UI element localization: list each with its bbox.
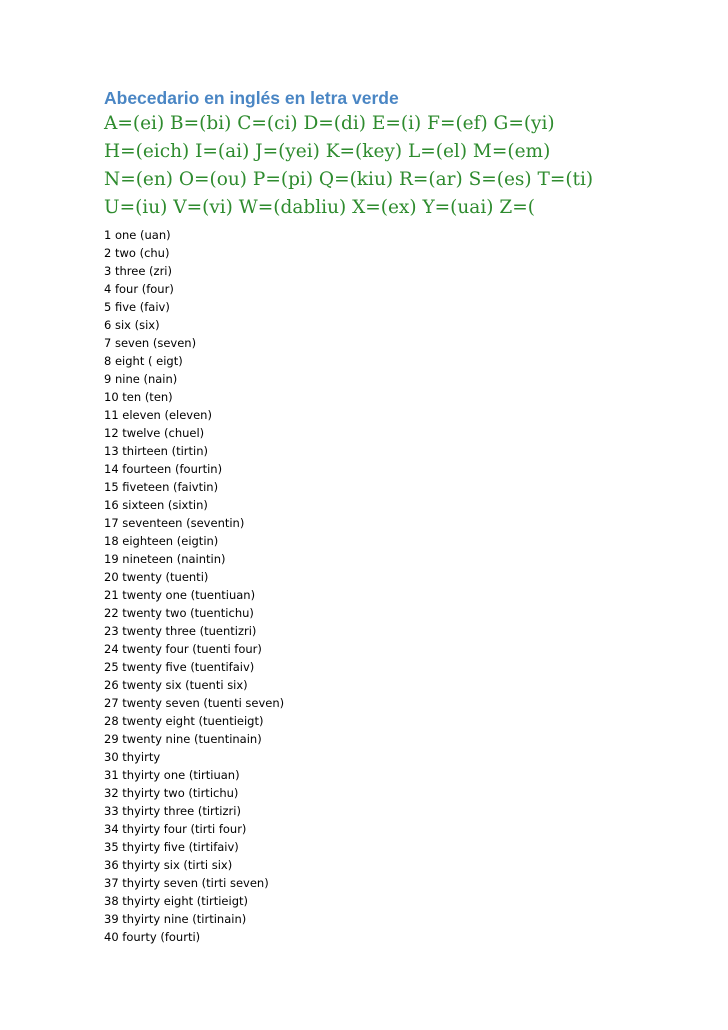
document-heading: Abecedario en inglés en letra verde (104, 88, 399, 108)
list-item: 21 twenty one (tuentiuan) (104, 588, 256, 602)
list-item: 38 thyirty eight (tirtieigt) (104, 894, 248, 908)
list-item: 16 sixteen (sixtin) (104, 498, 208, 512)
list-item: 34 thyirty four (tirti four) (104, 822, 247, 836)
list-item: 30 thyirty (104, 750, 161, 764)
list-item: 28 twenty eight (tuentieigt) (104, 714, 264, 728)
list-item: 20 twenty (tuenti) (104, 570, 209, 584)
list-item: 35 thyirty five (tirtifaiv) (104, 840, 239, 854)
list-item: 31 thyirty one (tirtiuan) (104, 768, 240, 782)
list-item: 3 three (zri) (104, 264, 172, 278)
list-item: 10 ten (ten) (104, 390, 173, 404)
list-item: 37 thyirty seven (tirti seven) (104, 876, 269, 890)
list-item: 39 thyirty nine (tirtinain) (104, 912, 247, 926)
list-item: 4 four (four) (104, 282, 174, 296)
document-page (104, 86, 704, 946)
list-item: 27 twenty seven (tuenti seven) (104, 696, 285, 710)
list-item: 17 seventeen (seventin) (104, 516, 245, 530)
alphabet-line: A=(ei) B=(bi) C=(ci) D=(di) E=(i) F=(ef) G=(yi) (104, 113, 555, 134)
alphabet-line: H=(eich) I=(ai) J=(yei) K=(key) L=(el) M=(em) (104, 141, 551, 162)
list-item: 13 thirteen (tirtin) (104, 444, 209, 458)
list-item: 24 twenty four (tuenti four) (104, 642, 262, 656)
list-item: 8 eight ( eigt) (104, 354, 183, 368)
list-item: 14 fourteen (fourtin) (104, 462, 223, 476)
list-item: 26 twenty six (tuenti six) (104, 678, 248, 692)
list-item: 40 fourty (fourti) (104, 930, 201, 944)
list-item: 29 twenty nine (tuentinain) (104, 732, 262, 746)
list-item: 1 one (uan) (104, 228, 171, 242)
alphabet-line: N=(en) O=(ou) P=(pi) Q=(kiu) R=(ar) S=(es) T=(ti) (104, 169, 594, 190)
list-item: 36 thyirty six (tirti six) (104, 858, 233, 872)
numbers-list (104, 226, 704, 946)
list-item: 23 twenty three (tuentizri) (104, 624, 257, 638)
list-item: 7 seven (seven) (104, 336, 197, 350)
list-item: 22 twenty two (tuentichu) (104, 606, 254, 620)
list-item: 6 six (six) (104, 318, 160, 332)
list-item: 2 two (chu) (104, 246, 170, 260)
list-item: 9 nine (nain) (104, 372, 178, 386)
list-item: 25 twenty five (tuentifaiv) (104, 660, 255, 674)
alphabet-block (104, 110, 704, 222)
list-item: 11 eleven (eleven) (104, 408, 212, 422)
list-item: 5 five (faiv) (104, 300, 170, 314)
alphabet-line: U=(iu) V=(vi) W=(dabliu) X=(ex) Y=(uai) Z=( (104, 197, 535, 218)
list-item: 18 eighteen (eigtin) (104, 534, 219, 548)
list-item: 32 thyirty two (tirtichu) (104, 786, 239, 800)
list-item: 33 thyirty three (tirtizri) (104, 804, 241, 818)
list-item: 15 fiveteen (faivtin) (104, 480, 219, 494)
list-item: 12 twelve (chuel) (104, 426, 205, 440)
list-item: 19 nineteen (naintin) (104, 552, 226, 566)
